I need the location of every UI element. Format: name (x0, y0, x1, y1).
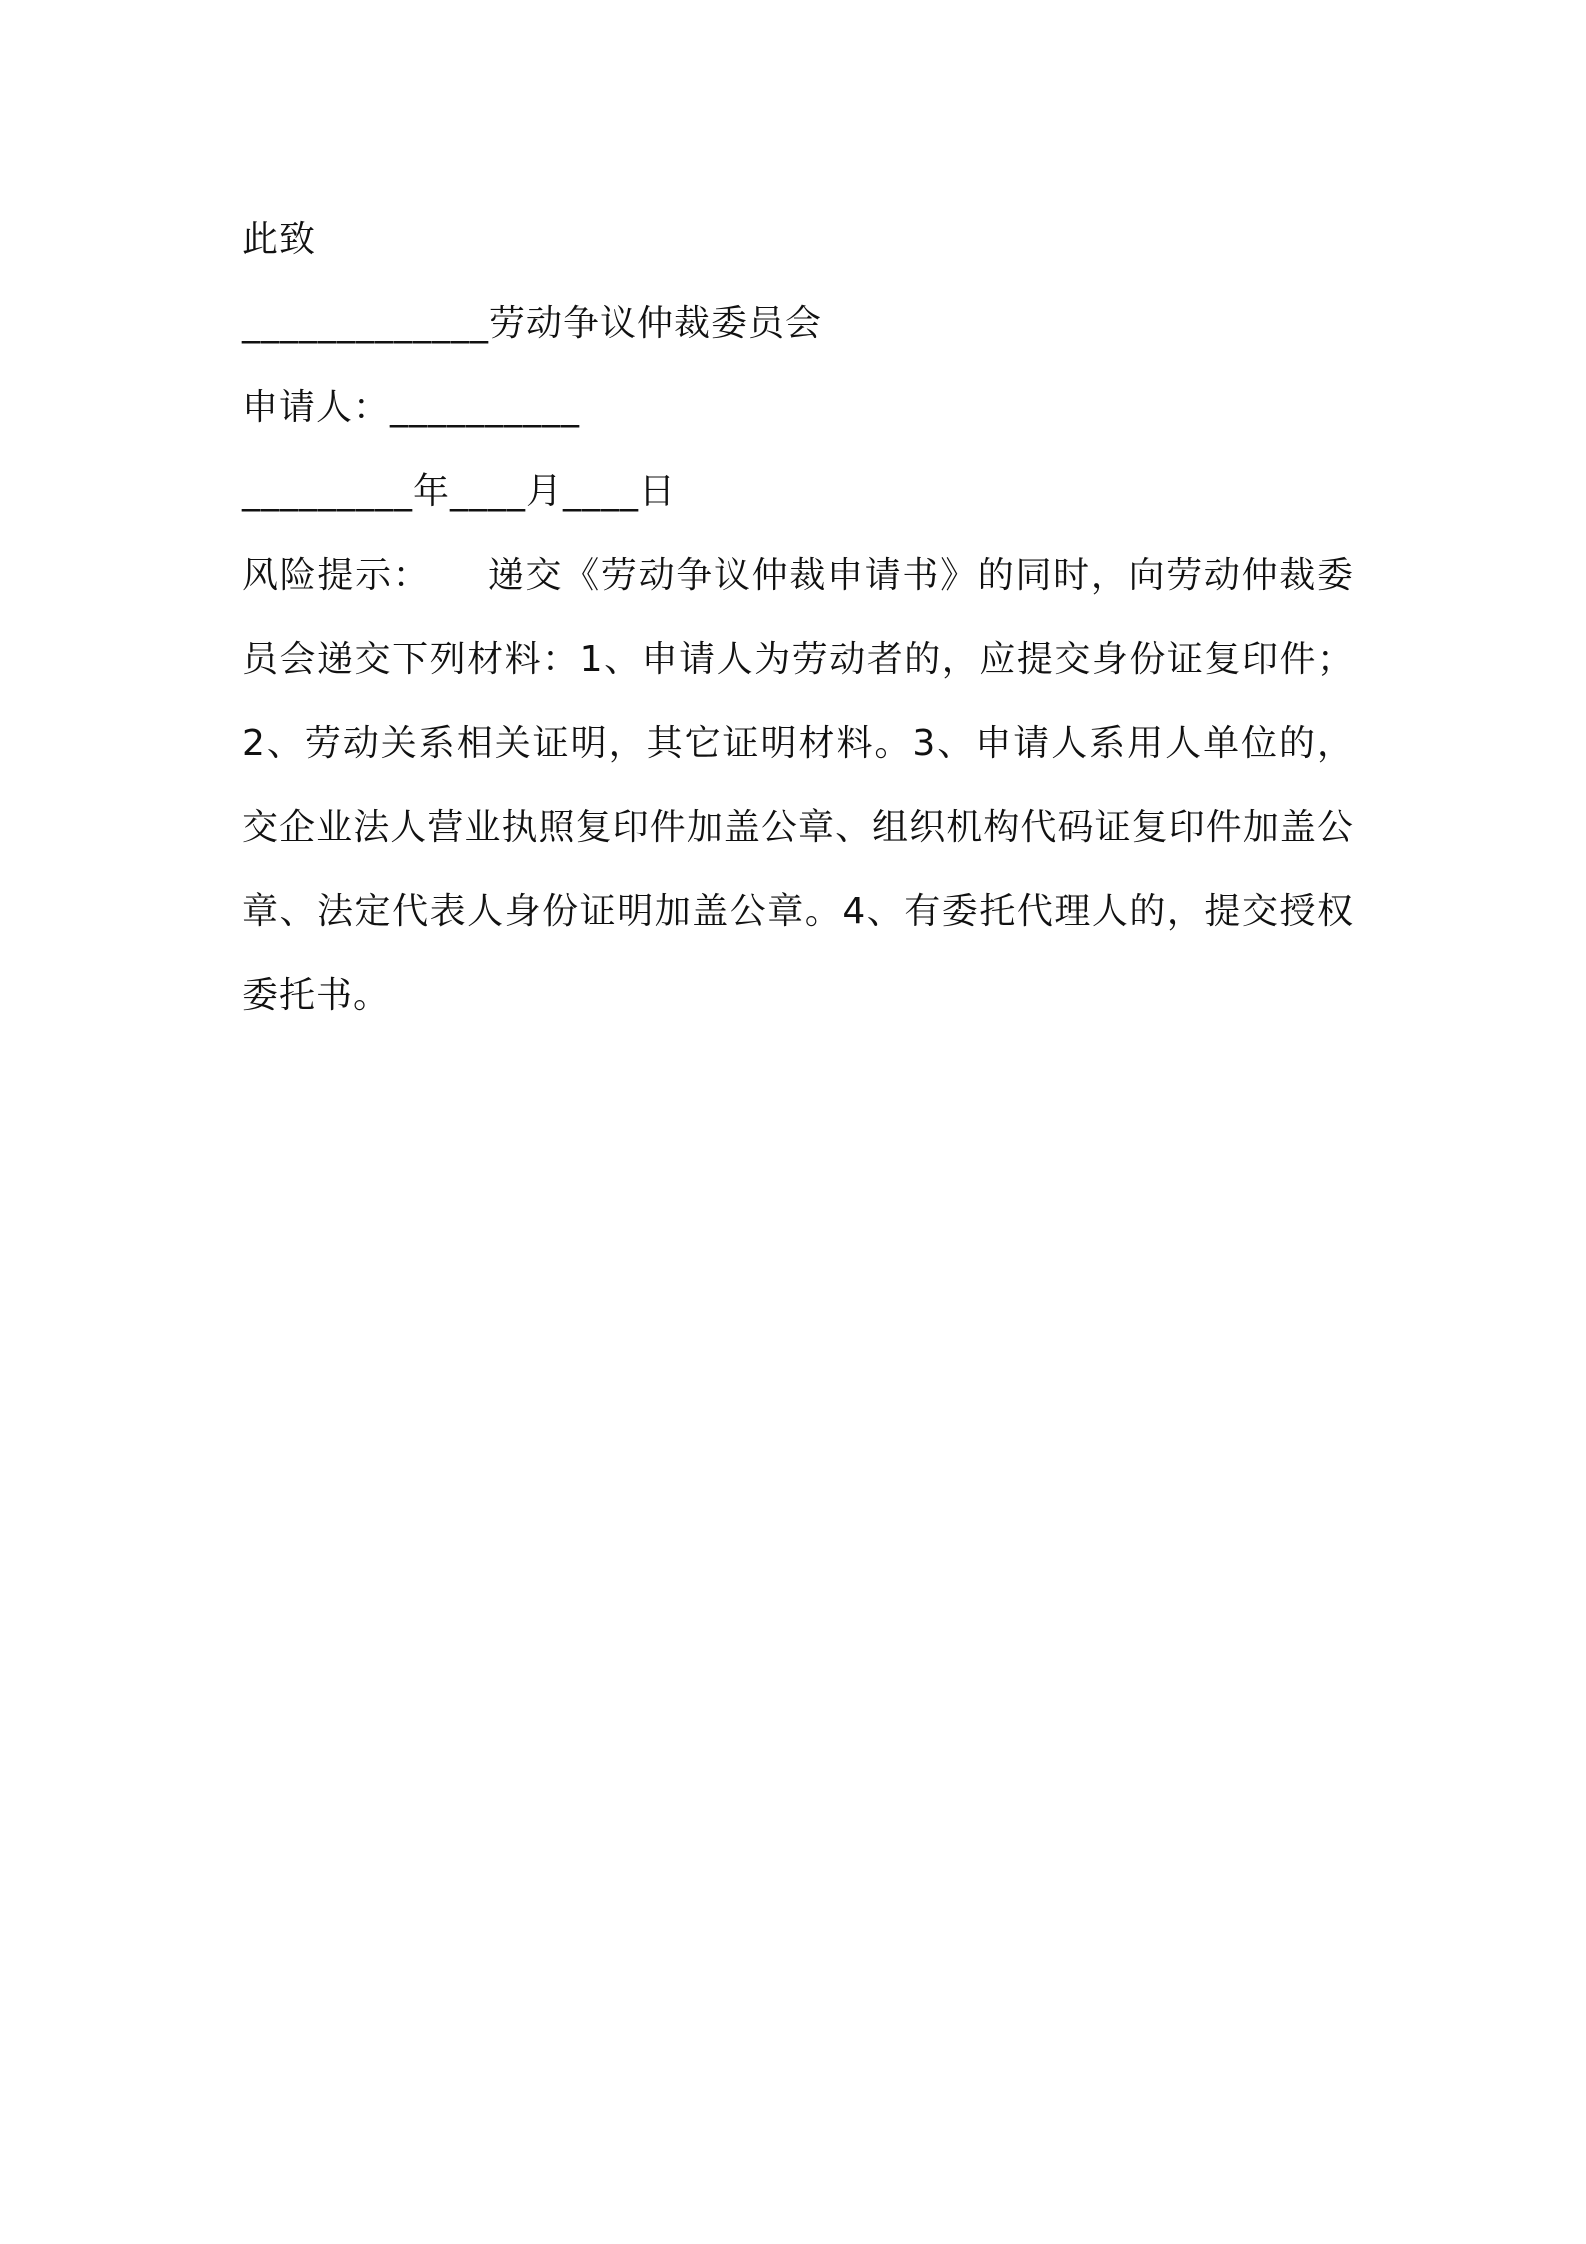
addressee-line: _____________劳动争议仲裁委员会 (242, 303, 823, 344)
document-body (242, 198, 1354, 1038)
applicant-signature-line: 申请人：__________ (242, 387, 581, 428)
risk-notice-paragraph: 风险提示： 递交《劳动争议仲裁申请书》的同时，向劳动仲裁委员会递交下列材料：1、申请人为劳动者的，应提交身份证复印件；2、劳动关系相关证明，其它证明材料。3、申请人系用人单位的，交企业法人营业执照复印件加盖公章、组织机构代码证复印件加盖公章、法定代表人身份证明加盖公章。4、有委托代理人的，提交授权委托书。 (242, 555, 1354, 1016)
closing-salutation: 此致 (242, 219, 317, 260)
date-line: _________年____月____日 (242, 471, 676, 512)
